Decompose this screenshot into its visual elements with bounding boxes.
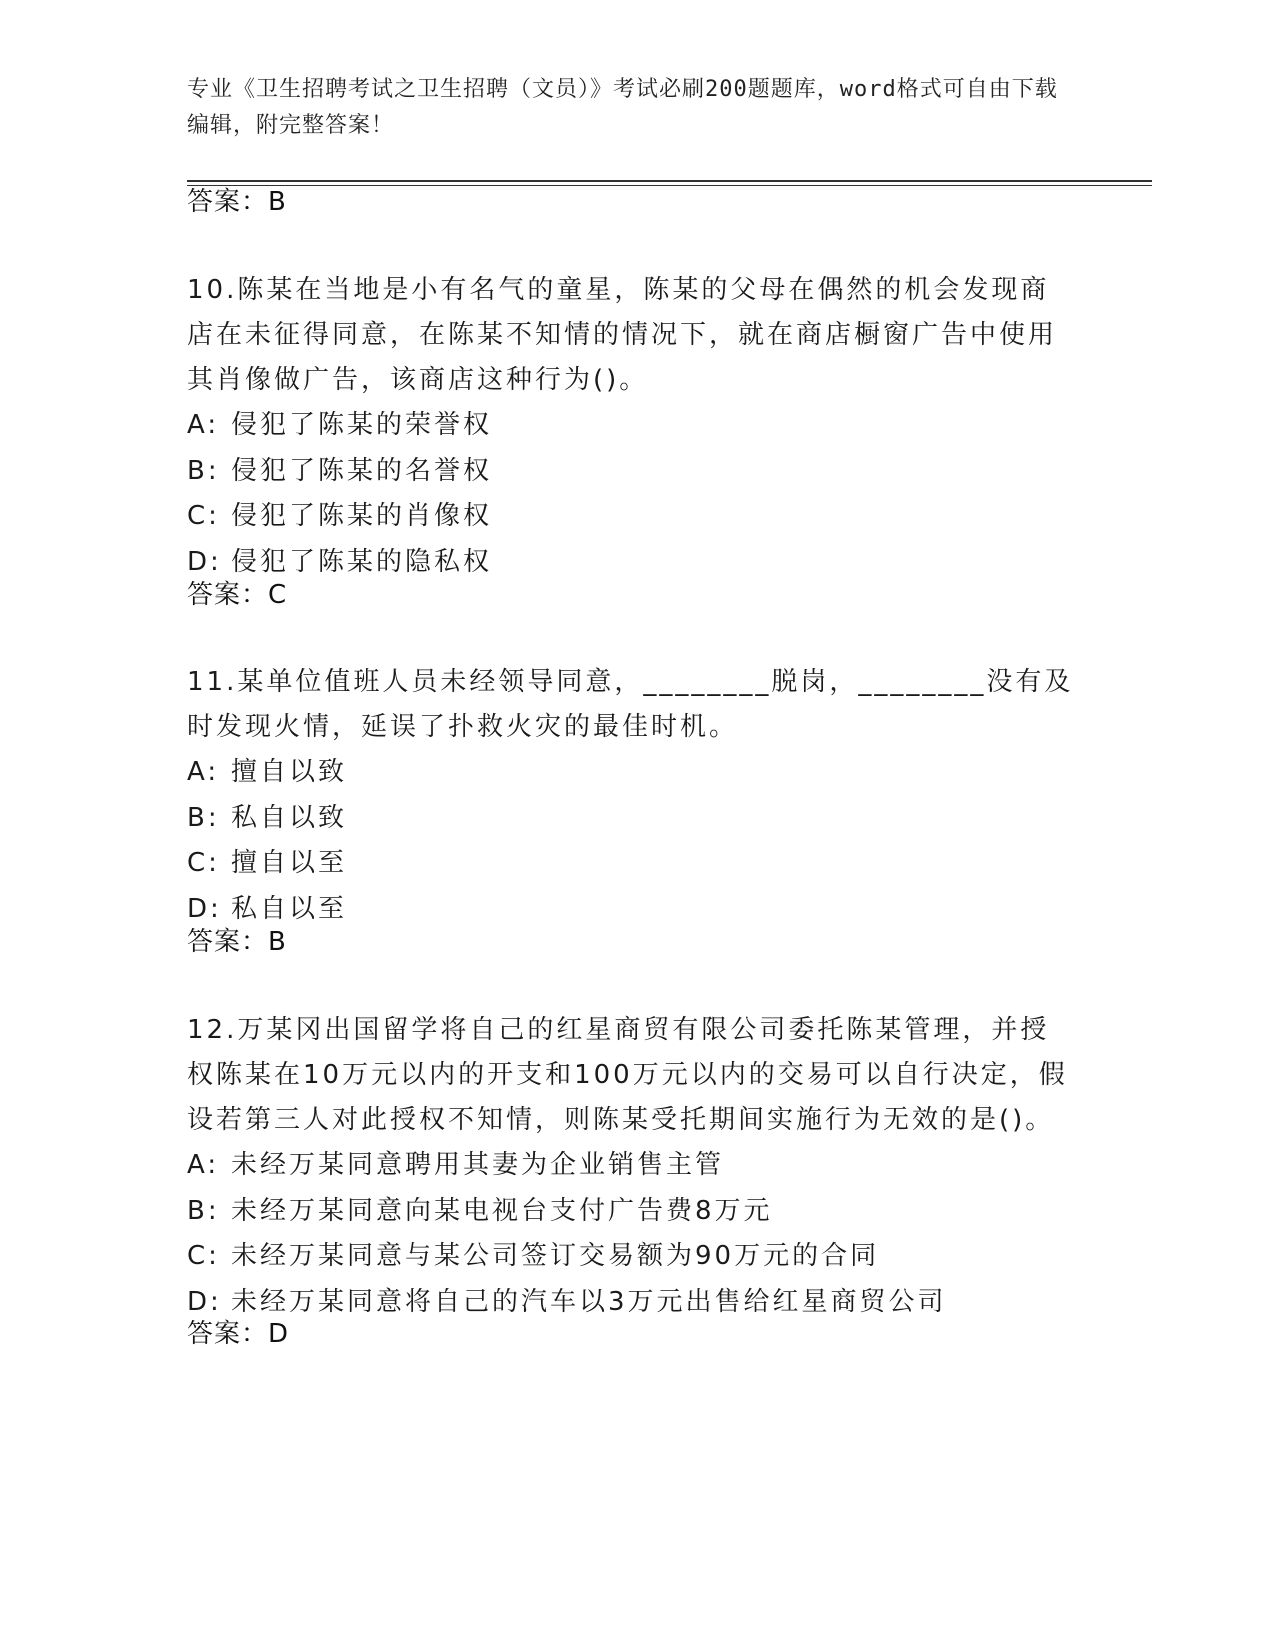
option-list xyxy=(187,1143,1077,1325)
header-rule-thin xyxy=(187,185,1152,186)
option-list xyxy=(187,403,1077,585)
option-c xyxy=(187,494,1077,540)
option-key: A: xyxy=(187,1150,220,1180)
option-d xyxy=(187,887,1077,933)
question-stem: 12.万某冈出国留学将自己的红星商贸有限公司委托陈某管理，并授权陈某在10万元以内的开支和100万元以内的交易可以自行决定，假设若第三人对此授权不知情，则陈某受托期间实施行为无效的是()。 xyxy=(187,1015,1068,1135)
option-a xyxy=(187,403,1077,449)
option-text: 侵犯了陈某的隐私权 xyxy=(231,546,493,577)
answer-11: 答案：B xyxy=(187,927,287,957)
option-a xyxy=(187,750,1077,796)
option-key: B: xyxy=(187,455,220,486)
option-text: 侵犯了陈某的名誉权 xyxy=(231,455,493,486)
option-d xyxy=(187,540,1077,586)
option-key: D: xyxy=(187,546,222,577)
answer-12: 答案：D xyxy=(187,1319,290,1349)
option-text: 擅自以致 xyxy=(231,757,348,787)
option-text: 侵犯了陈某的荣誉权 xyxy=(231,410,493,440)
option-text: 未经万某同意向某电视台支付广告费8万元 xyxy=(231,1195,773,1226)
option-text: 侵犯了陈某的肖像权 xyxy=(231,501,493,531)
option-b xyxy=(187,449,1077,495)
option-text: 未经万某同意将自己的汽车以3万元出售给红星商贸公司 xyxy=(231,1286,947,1317)
option-c xyxy=(187,1234,1077,1280)
option-text: 擅自以至 xyxy=(231,848,348,878)
option-key: C: xyxy=(187,848,220,878)
option-text: 未经万某同意与某公司签订交易额为90万元的合同 xyxy=(231,1241,880,1271)
option-list xyxy=(187,750,1077,932)
option-key: A: xyxy=(187,757,220,787)
option-key: A: xyxy=(187,410,220,440)
option-key: C: xyxy=(187,501,220,531)
option-key: C: xyxy=(187,1241,220,1271)
answer-10: 答案：C xyxy=(187,580,288,610)
option-key: B: xyxy=(187,802,220,833)
option-text: 私自以致 xyxy=(231,802,348,833)
question-12 xyxy=(187,1008,1077,1325)
option-key: D: xyxy=(187,893,222,924)
question-10 xyxy=(187,268,1077,585)
option-a xyxy=(187,1143,1077,1189)
option-d xyxy=(187,1280,1077,1326)
question-stem: 11.某单位值班人员未经领导同意，________脱岗，________没有及时发现火情，延误了扑救火灾的最佳时机。 xyxy=(187,667,1074,742)
option-b xyxy=(187,796,1077,842)
option-key: B: xyxy=(187,1195,220,1226)
question-stem: 10.陈某在当地是小有名气的童星，陈某的父母在偶然的机会发现商店在未征得同意，在陈某不知情的情况下，就在商店橱窗广告中使用其肖像做广告，该商店这种行为()。 xyxy=(187,275,1058,395)
option-text: 私自以至 xyxy=(231,893,348,924)
option-key: D: xyxy=(187,1286,222,1317)
option-c xyxy=(187,841,1077,887)
option-b xyxy=(187,1189,1077,1235)
previous-answer: 答案：B xyxy=(187,187,287,217)
header-rule-thick xyxy=(187,180,1152,182)
page-header: 专业《卫生招聘考试之卫生招聘（文员）》考试必刷200题题库，word格式可自由下载编辑，附完整答案！ xyxy=(187,77,1058,138)
question-11 xyxy=(187,660,1077,932)
option-text: 未经万某同意聘用其妻为企业销售主管 xyxy=(231,1150,725,1180)
